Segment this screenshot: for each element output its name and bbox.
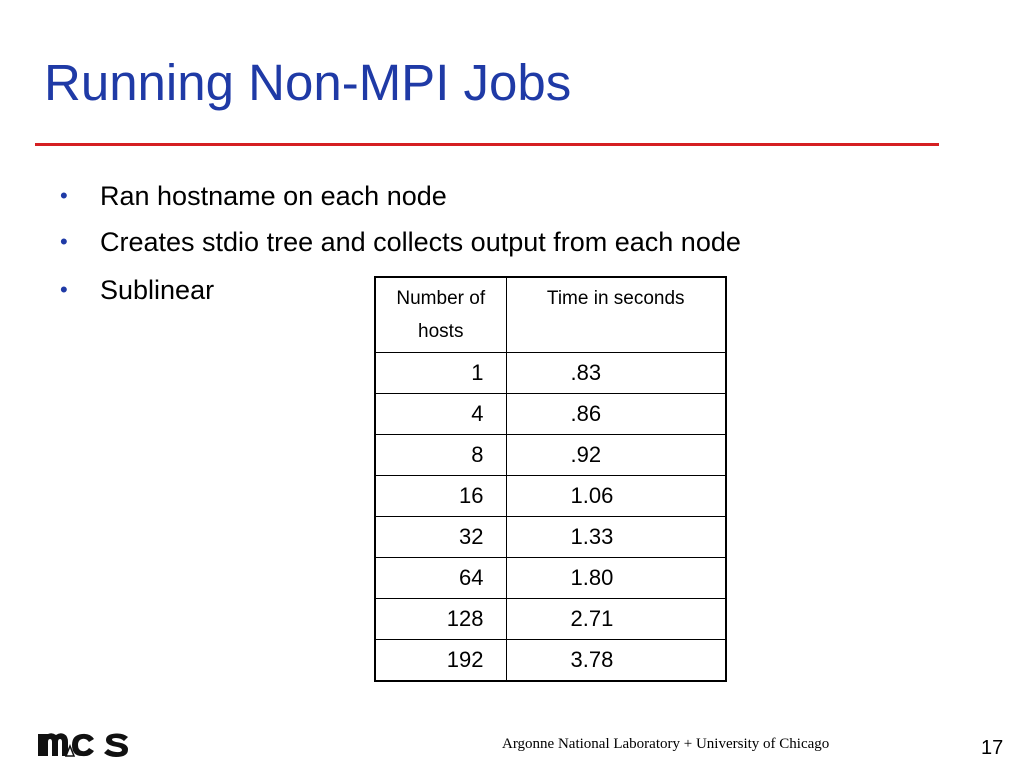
time-cell: 1.06	[506, 476, 726, 517]
page-number: 17	[981, 737, 1004, 759]
slide-title: Running Non-MPI Jobs	[44, 54, 572, 111]
header-time-in-seconds: Time in seconds	[506, 277, 726, 353]
table-header-row	[375, 277, 726, 353]
time-cell: 1.80	[506, 558, 726, 599]
table-row	[375, 517, 726, 558]
bullet-icon: •	[60, 277, 68, 302]
bullet-text: Ran hostname on each node	[100, 181, 447, 211]
time-cell: 2.71	[506, 599, 726, 640]
hosts-cell: 128	[375, 599, 506, 640]
time-cell: .92	[506, 435, 726, 476]
bullet-icon: •	[60, 183, 68, 208]
time-cell: 3.78	[506, 640, 726, 682]
footer-affiliation: Argonne National Laboratory + University of Chicago	[502, 736, 830, 752]
hosts-cell: 8	[375, 435, 506, 476]
table-row	[375, 558, 726, 599]
title-divider	[35, 143, 939, 146]
hosts-cell: 64	[375, 558, 506, 599]
header-number-of-hosts	[375, 277, 506, 353]
table-row	[375, 640, 726, 682]
header-number-of-hosts-label: Number of hosts	[396, 288, 486, 342]
hosts-cell: 192	[375, 640, 506, 682]
table-row	[375, 476, 726, 517]
table-row	[375, 435, 726, 476]
hosts-cell: 4	[375, 394, 506, 435]
bullet-text: Creates stdio tree and collects output from each node	[100, 227, 741, 257]
time-cell: .86	[506, 394, 726, 435]
bullet-icon: •	[60, 229, 68, 254]
time-cell: 1.33	[506, 517, 726, 558]
bullet-text: Sublinear	[100, 275, 215, 305]
time-cell: .83	[506, 353, 726, 394]
hosts-cell: 16	[375, 476, 506, 517]
bullet-item	[60, 224, 741, 270]
hosts-cell: 32	[375, 517, 506, 558]
mcs-logo-icon	[36, 726, 132, 758]
bullet-item	[60, 178, 741, 224]
timing-table	[374, 276, 727, 682]
table-row	[375, 353, 726, 394]
table-row	[375, 394, 726, 435]
hosts-cell: 1	[375, 353, 506, 394]
table-row	[375, 599, 726, 640]
